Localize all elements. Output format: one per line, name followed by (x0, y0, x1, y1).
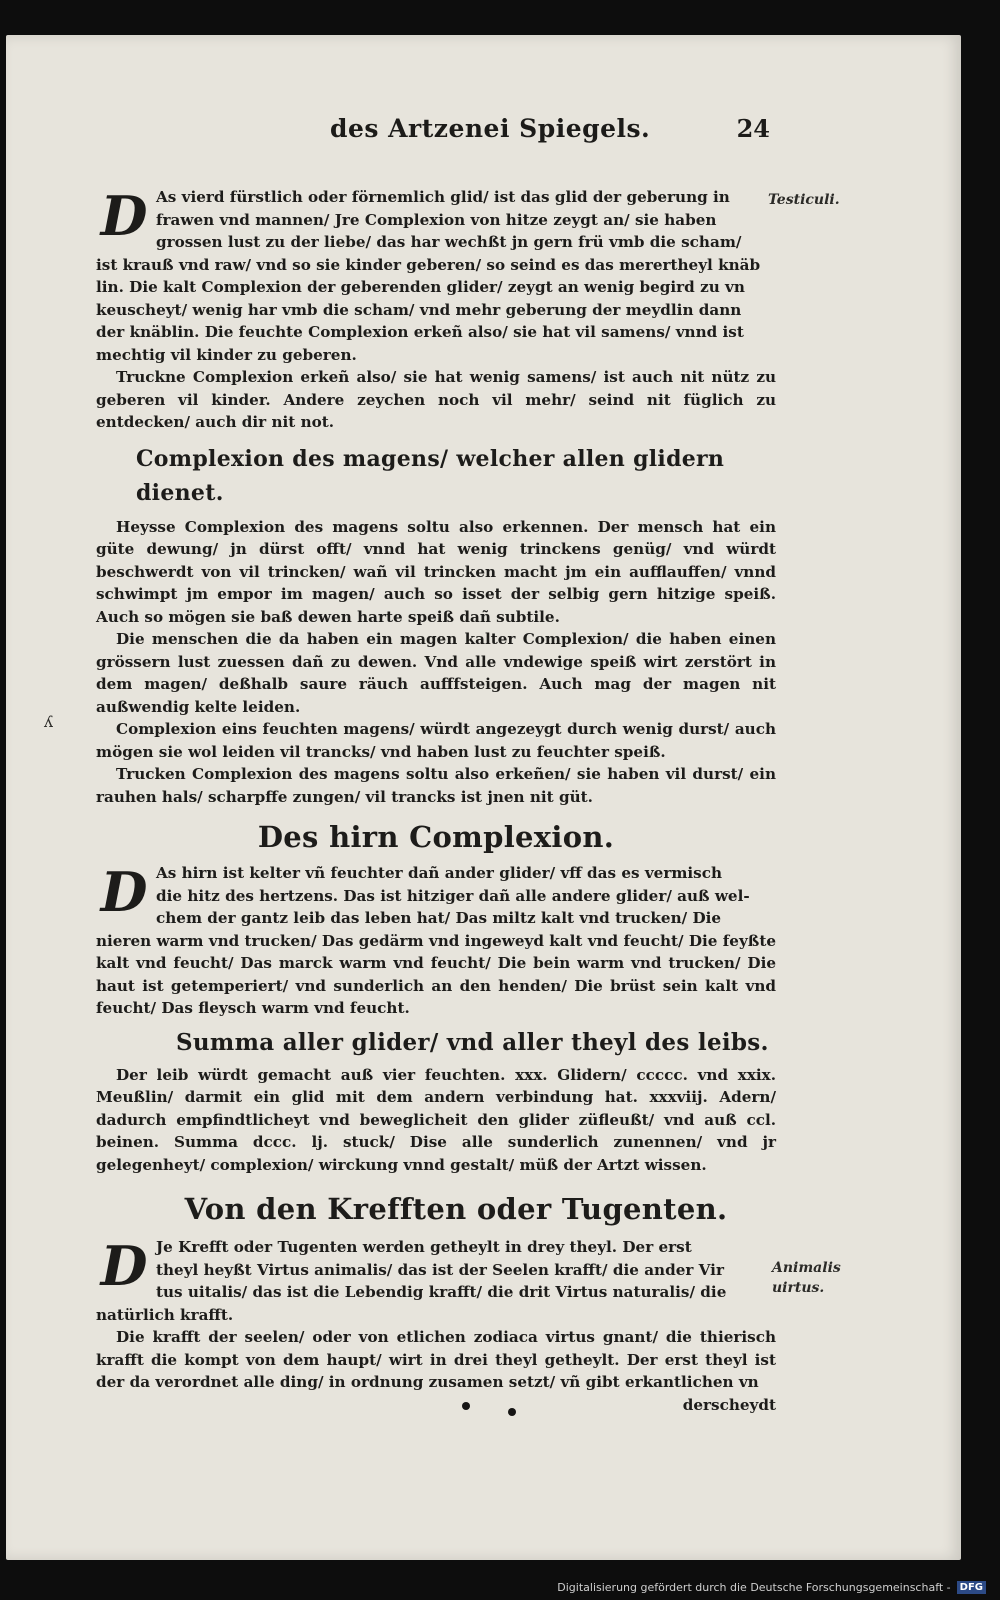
paragraph-summary: Der leib würdt gemacht auß vier feuchten. xxx. Glidern/ ccccc. vnd xxix. Meußlin/ darmit ein glid mit dem andern verbindung hat. xxxviij. Adern/ dadurch empfindtlicheyt vnd beweglicheit den glider züfleußt/ vnd auß ccl. beinen. Summa dccc. lj. stuck/ Dise alle sunderlich zunennen/ vnd jr gelegenheyt/ complexion/ wirckung vnnd gestalt/ müß der Artzt wissen. (96, 1065, 776, 1174)
section-heading-powers: Von den Krefften oder Tugenten. (184, 1192, 728, 1226)
section-heading-brain: Des hirn Complexion. (257, 820, 615, 854)
drop-cap-initial: D (100, 184, 148, 248)
dot-mark (508, 1408, 516, 1416)
paragraph-moist-stomach: Complexion eins feuchten magens/ würdt angezeygt durch wenig durst/ auch mögen sie wol leiden vil trancks/ vnd haben lust zu feuchter speiß. (96, 720, 776, 761)
text-line: der knäblin. Die feuchte Complexion erkeñ also/ sie hat vil samens/ vnnd ist (96, 323, 744, 341)
margin-note-animalis: Animalis uirtus. (772, 1260, 841, 1296)
text-line: grossen lust zu der liebe/ das har wechßt jn gern frü vmb die scham/ (156, 233, 742, 251)
page-header (330, 114, 770, 144)
credit-text: Digitalisierung gefördert durch die Deutsche Forschungsgemeinschaft - (557, 1581, 951, 1594)
margin-note-testiculi: Testiculi. (768, 192, 840, 208)
paragraph-cold-stomach: Die menschen die da haben ein magen kalter Complexion/ die haben einen grössern lust zuessen dañ zu dewen. Vnd alle vndewige speiß wirt zerstört in dem magen/ deßhalb saure räuch aufffsteigen. Auch mag der magen nit außwendig kelte leiden. (96, 630, 776, 716)
text-line: tus uitalis/ das ist die Lebendig krafft/ die drit Virtus naturalis/ die (156, 1283, 727, 1301)
paragraph-genitals (96, 186, 776, 366)
dfg-logo: DFG (957, 1581, 986, 1594)
running-title: des Artzenei Spiegels. (330, 114, 651, 143)
page-number: 24 (736, 114, 770, 143)
paragraph-hot-stomach: Heysse Complexion des magens soltu also erkennen. Der mensch hat ein güte dewung/ jn dürst offt/ vnnd hat wenig trinckens genüg/ vnd würdt beschwerdt von vil trincken/ wañ vil trincken macht jm ein aufflauffen/ vnnd schwimpt jm empor im magen/ auch so isset der selbig gern hitzige speiß. Auch so mögen sie baß dewen harte speiß dañ subtile. (96, 517, 776, 626)
text-line: mechtig vil kinder zu geberen. (96, 345, 357, 364)
text-line: ist krauß vnd raw/ vnd so sie kinder geberen/ so seind es das merertheyl knäb (96, 255, 761, 274)
text-line: As hirn ist kelter vñ feuchter dañ ander glider/ vff das es vermisch (156, 864, 723, 882)
text-line: Je Krefft oder Tugenten werden getheylt in drey theyl. Der erst (156, 1238, 692, 1256)
text-block: nieren warm vnd trucken/ Das gedärm vnd ingeweyd kalt vnd feucht/ Die feyßte kalt vnd feucht/ Das marck warm vnd feucht/ Die bein warm vnd trucken/ Die haut ist getemperiert/ vnd sunderlich an den henden/ Die brüst sein kalt vnd feucht/ Das fleysch warm vnd feucht. (96, 931, 776, 1017)
paragraph-animal-power: Die krafft der seelen/ oder von etlichen zodiaca virtus gnant/ die thierisch krafft die kompt von dem haupt/ wirt in drei theyl getheylt. Der erst theyl ist der da verordnet alle ding/ in ordnung zusamen setzt/ vñ gibt erkantlichen vn (96, 1328, 776, 1391)
text-line: natürlich krafft. (96, 1305, 234, 1324)
paragraph-brain (96, 862, 776, 1020)
dot-mark (462, 1402, 470, 1410)
text-line: keuscheyt/ wenig har vmb die scham/ vnd mehr geberung der meydlin dann (96, 300, 742, 319)
margin-ink-mark: ʎ (44, 712, 54, 731)
drop-cap-initial: D (100, 860, 148, 924)
page-body (96, 186, 776, 1416)
text-line: As vierd fürstlich oder förnemlich glid/ ist das glid der geberung in (156, 188, 730, 206)
section-heading-stomach: Complexion des magens/ welcher allen glidern dienet. (136, 445, 725, 506)
text-line: theyl heyßt Virtus animalis/ das ist der Seelen krafft/ die ander Vir (156, 1260, 724, 1279)
paragraph-dry-complexion: Truckne Complexion erkeñ also/ sie hat wenig samens/ ist auch nit nütz zu geberen vil kinder. Andere zeychen noch vil mehr/ seind nit füglich zu entdecken/ auch dir nit not. (96, 368, 776, 431)
text-line: die hitz des hertzens. Das ist hitziger dañ alle andere glider/ auß wel- (156, 886, 750, 905)
catchword: derscheydt (682, 1395, 776, 1414)
digitization-credit (557, 1581, 986, 1594)
paragraph-dry-stomach: Trucken Complexion des magens soltu also erkeñen/ sie haben vil durst/ ein rauhen hals/ scharpffe zungen/ vil trancks ist jnen nit güt. (96, 765, 776, 806)
paragraph-powers (96, 1236, 776, 1326)
text-line: chem der gantz leib das leben hat/ Das miltz kalt vnd trucken/ Die (156, 909, 722, 927)
text-line: lin. Die kalt Complexion der geberenden glider/ zeygt an wenig begird zu vn (96, 278, 745, 296)
section-heading-summary: Summa aller glider/ vnd aller theyl des leibs. (176, 1028, 769, 1056)
drop-cap-initial: D (100, 1234, 148, 1298)
text-line: frawen vnd mannen/ Jre Complexion von hitze zeygt an/ sie haben (156, 210, 717, 229)
